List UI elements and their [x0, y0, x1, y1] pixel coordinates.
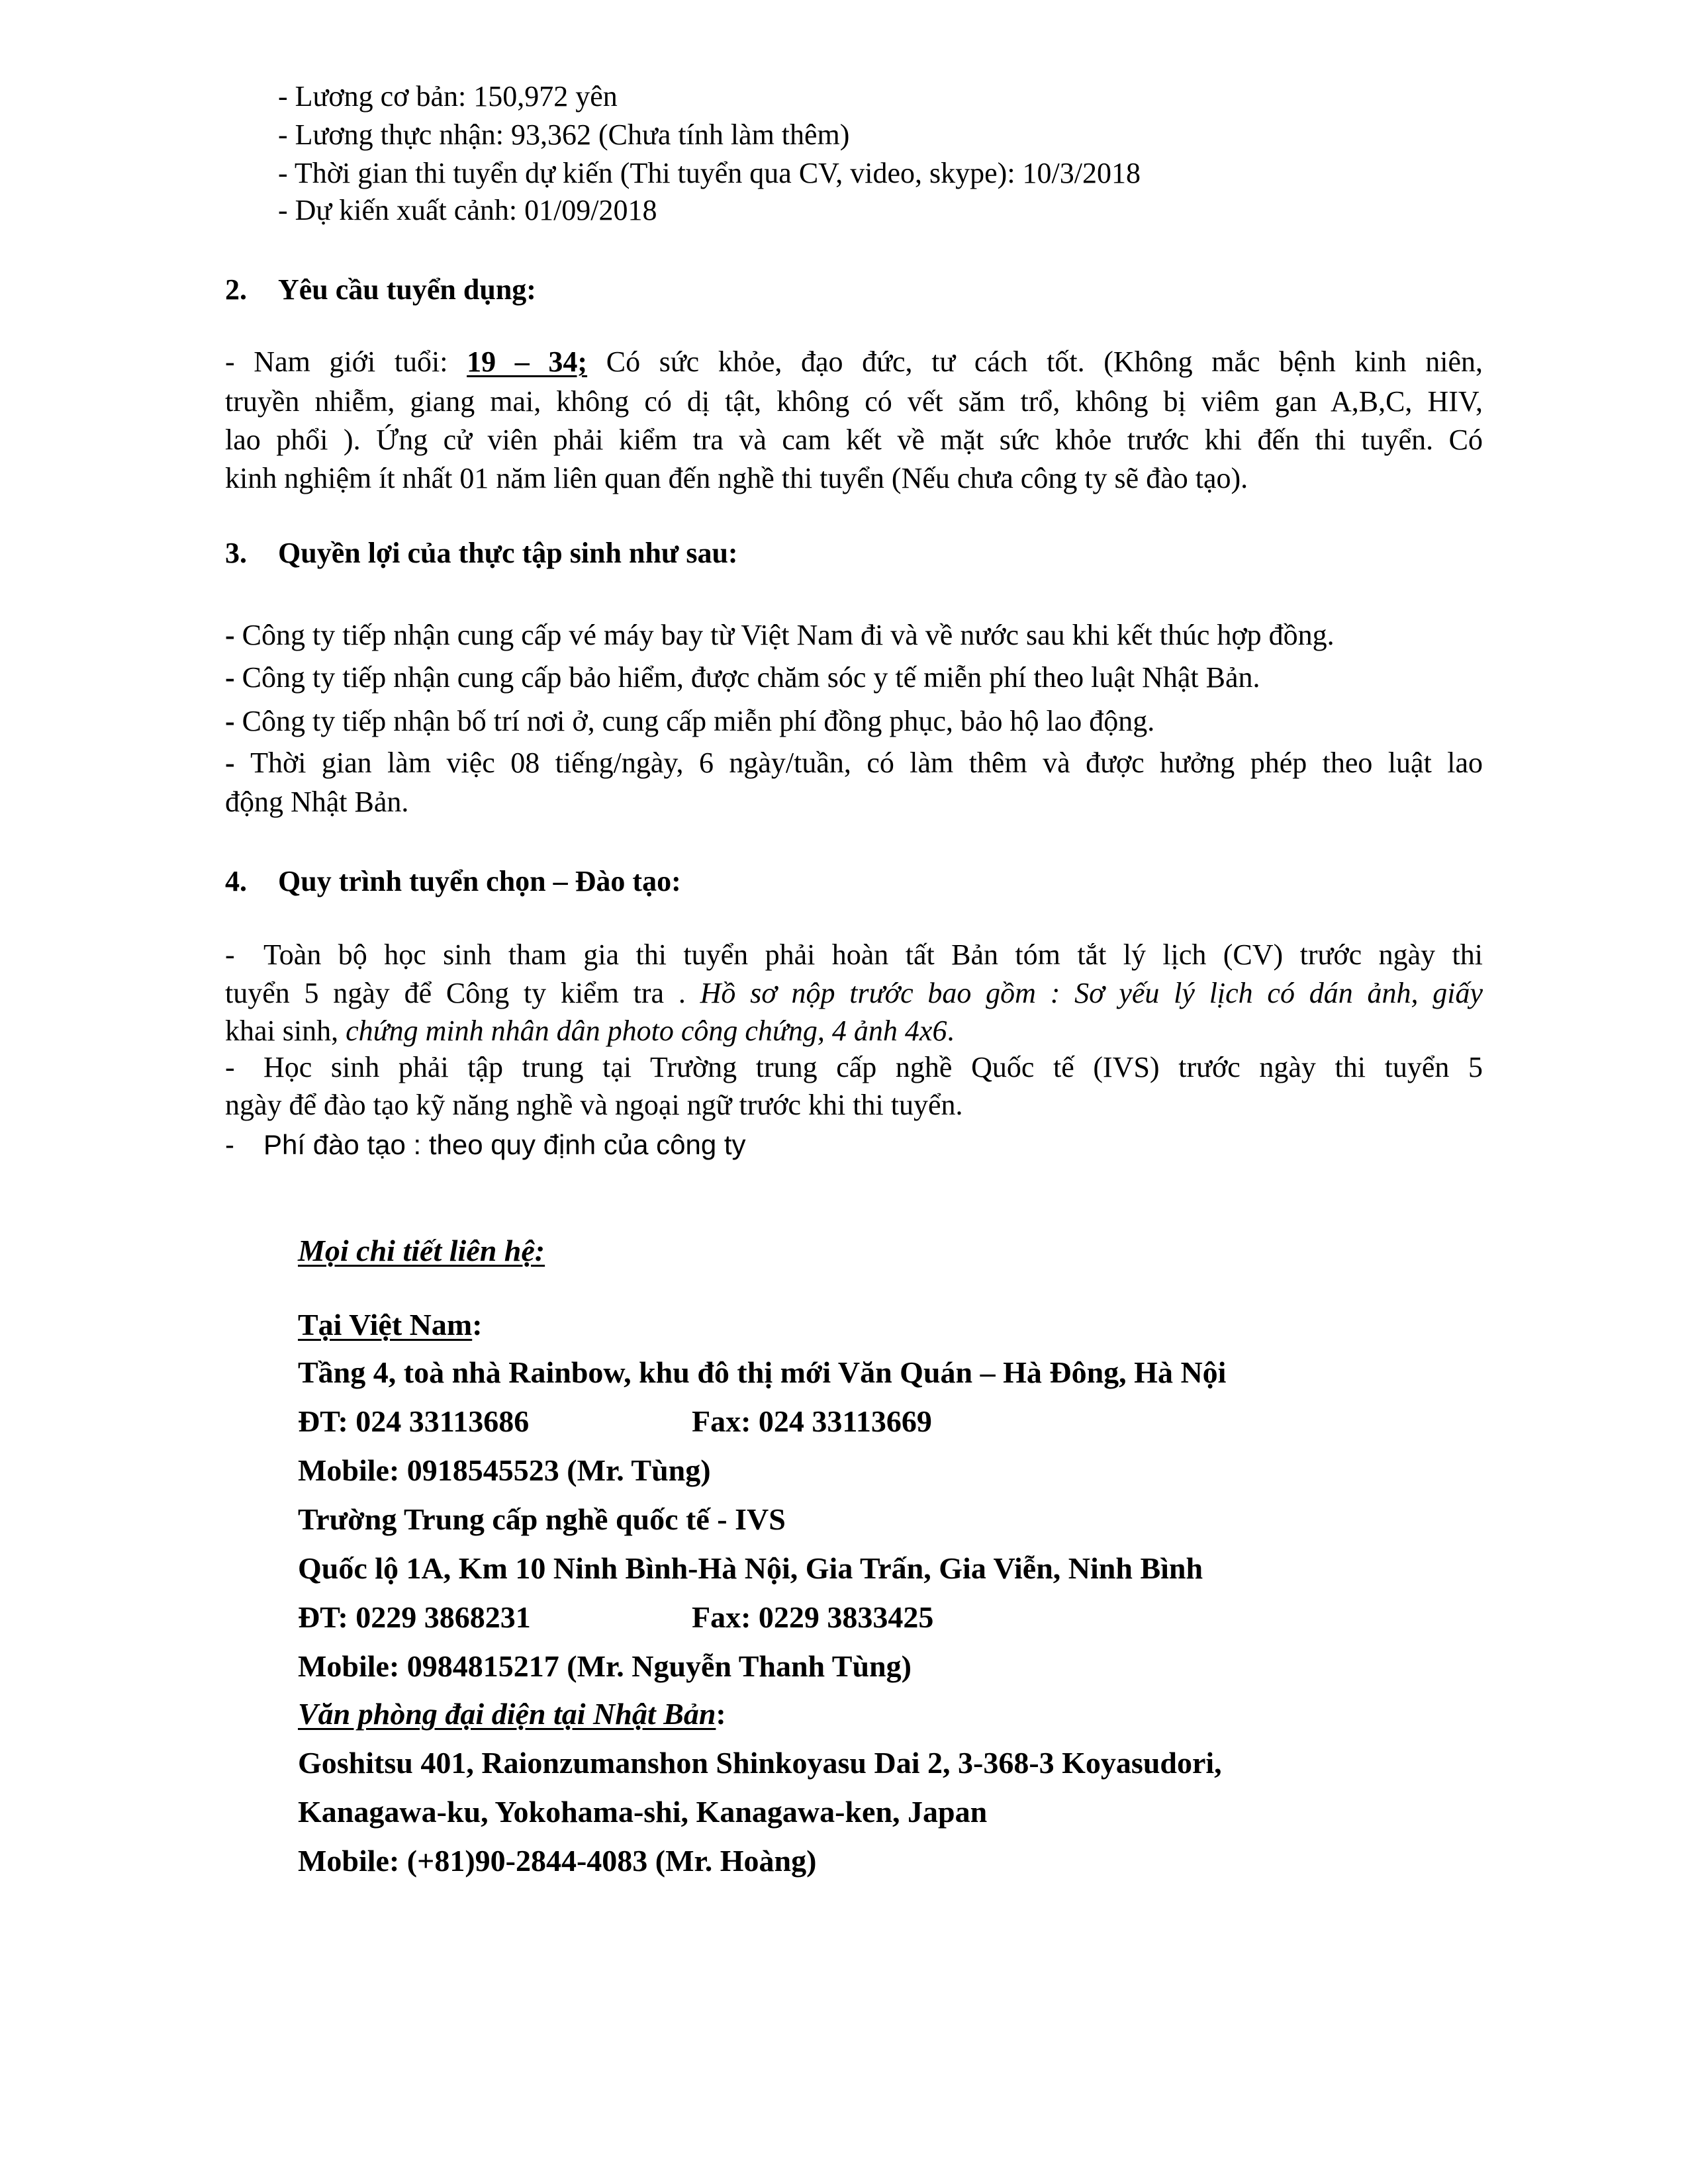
- benefit-item: [225, 617, 1335, 654]
- school-mobile: Mobile: 0984815217 (Mr. Nguyễn Thanh Tùng): [298, 1649, 912, 1683]
- benefit-item: [225, 703, 1154, 740]
- section-2-heading: [225, 271, 536, 308]
- basic-salary-line: - Lương cơ bản: 150,972 yên: [278, 80, 618, 113]
- vietnam-address: Tầng 4, toà nhà Rainbow, khu đô thị mới Văn Quán – Hà Đông, Hà Nội: [298, 1355, 1227, 1389]
- net-salary-line: - Lương thực nhận: 93,362 (Chưa tính làm thêm): [278, 118, 850, 151]
- section-2-number: 2.: [225, 273, 247, 306]
- vietnam-phone-fax: [298, 1402, 932, 1441]
- section-3-title: Quyền lợi của thực tập sinh như sau:: [278, 537, 738, 569]
- label-colon: :: [716, 1697, 726, 1731]
- school-address: Quốc lộ 1A, Km 10 Ninh Bình-Hà Nội, Gia Trấn, Gia Viễn, Ninh Bình: [298, 1551, 1203, 1585]
- documents-list: chứng minh nhân dân photo công chứng, 4 ảnh 4x6: [346, 1015, 947, 1047]
- bullet-dash: -: [225, 619, 242, 651]
- vietnam-office-label: [298, 1305, 483, 1345]
- requirements-line-1: [225, 343, 1483, 381]
- exam-date-line: - Thời gian thi tuyển dự kiến (Thi tuyển qua CV, video, skype): 10/3/2018: [278, 157, 1141, 189]
- section-3-heading: [225, 535, 738, 572]
- vietnam-mobile: Mobile: 0918545523 (Mr. Tùng): [298, 1453, 711, 1487]
- requirements-line-4: kinh nghiệm ít nhất 01 năm liên quan đến nghề thi tuyển (Nếu chưa công ty sẽ đào tạo).: [225, 462, 1248, 494]
- process-paragraph-2-line-2: ngày để đào tạo kỹ năng nghề và ngoại ngữ trước khi thi tuyển.: [225, 1089, 963, 1121]
- vietnam-label: Tại Việt Nam: [298, 1308, 473, 1342]
- process-paragraph-1-line-2: [225, 974, 1483, 1013]
- process-paragraph-1-line-1: [225, 936, 1483, 974]
- school-fax: Fax: 0229 3833425: [692, 1600, 934, 1634]
- age-range: 19 – 34;: [467, 345, 588, 378]
- benefit-text: Công ty tiếp nhận bố trí nơi ở, cung cấp miễn phí đồng phục, bảo hộ lao động.: [242, 705, 1155, 737]
- school-phone: ĐT: 0229 3868231: [298, 1600, 531, 1634]
- section-3-number: 3.: [225, 537, 247, 569]
- benefit-item: [225, 659, 1260, 696]
- requirements-text: Có sức khỏe, đạo đức, tư cách tốt. (Không mắc bệnh kinh niên,: [587, 345, 1483, 378]
- section-2-title: Yêu cầu tuyển dụng:: [278, 273, 536, 306]
- process-text: Học sinh phải tập trung tại Trường trung cấp nghề Quốc tế (IVS) trước ngày thi tuyển 5: [263, 1051, 1483, 1083]
- section-4-number: 4.: [225, 865, 247, 897]
- vietnam-fax: Fax: 024 33113669: [692, 1404, 932, 1438]
- process-text: .: [947, 1015, 955, 1047]
- label-colon: :: [472, 1308, 483, 1342]
- documents-list: Hồ sơ nộp trước bao gồm : Sơ yếu lý lịch có dán ảnh, giấy: [700, 977, 1483, 1009]
- bullet-dash: -: [225, 661, 242, 694]
- section-4-title: Quy trình tuyển chọn – Đào tạo:: [278, 865, 681, 897]
- requirements-line-3: lao phổi ). Ứng cử viên phải kiểm tra và cam kết về mặt sức khỏe trước khi đến thi tuyển. Có: [225, 424, 1483, 456]
- contact-heading: Mọi chi tiết liên hệ:: [298, 1234, 545, 1267]
- japan-address-line-2: Kanagawa-ku, Yokohama-shi, Kanagawa-ken, Japan: [298, 1795, 988, 1829]
- process-text: khai sinh,: [225, 1015, 346, 1047]
- bullet-dash: -: [225, 1051, 235, 1083]
- benefit-text: Công ty tiếp nhận cung cấp bảo hiểm, được chăm sóc y tế miễn phí theo luật Nhật Bản.: [242, 661, 1260, 694]
- training-fee-text: Phí đào tạo : theo quy định của công ty: [263, 1129, 746, 1160]
- benefit-text: Thời gian làm việc 08 tiếng/ngày, 6 ngày/tuần, có làm thêm và được hưởng phép theo luật lao: [250, 747, 1483, 779]
- school-name: Trường Trung cấp nghề quốc tế - IVS: [298, 1502, 786, 1536]
- japan-address-line-1: Goshitsu 401, Raionzumanshon Shinkoyasu Dai 2, 3-368-3 Koyasudori,: [298, 1746, 1222, 1780]
- japan-label: Văn phòng đại diện tại Nhật Bản: [298, 1697, 716, 1731]
- process-paragraph-2-line-1: [225, 1048, 1483, 1087]
- benefit-item: [225, 744, 1483, 782]
- vietnam-phone: ĐT: 024 33113686: [298, 1404, 530, 1438]
- section-4-heading: [225, 863, 681, 900]
- bullet-dash: -: [225, 938, 235, 971]
- departure-date-line: - Dự kiến xuất cảnh: 01/09/2018: [278, 194, 657, 226]
- japan-mobile: Mobile: (+81)90-2844-4083 (Mr. Hoàng): [298, 1844, 817, 1878]
- bullet-dash: -: [225, 705, 242, 737]
- benefit-item-continuation: động Nhật Bản.: [225, 786, 409, 818]
- process-paragraph-1-line-3: [225, 1013, 954, 1050]
- requirements-line-2: truyền nhiễm, giang mai, không có dị tật, không có vết săm trổ, không bị viêm gan A,B,C, HIV,: [225, 385, 1483, 418]
- japan-office-label: [298, 1694, 726, 1734]
- gender-age-label: - Nam giới tuổi:: [225, 345, 467, 378]
- benefit-text: Công ty tiếp nhận cung cấp vé máy bay từ Việt Nam đi và về nước sau khi kết thúc hợp đồng.: [242, 619, 1335, 651]
- bullet-dash: -: [225, 1129, 234, 1160]
- bullet-dash: -: [225, 747, 251, 779]
- process-text: Toàn bộ học sinh tham gia thi tuyển phải hoàn tất Bản tóm tắt lý lịch (CV) trước ngày thi: [263, 938, 1483, 971]
- training-fee-line: [225, 1126, 746, 1163]
- school-phone-fax: [298, 1598, 933, 1637]
- process-text: tuyển 5 ngày để Công ty kiểm tra .: [225, 977, 700, 1009]
